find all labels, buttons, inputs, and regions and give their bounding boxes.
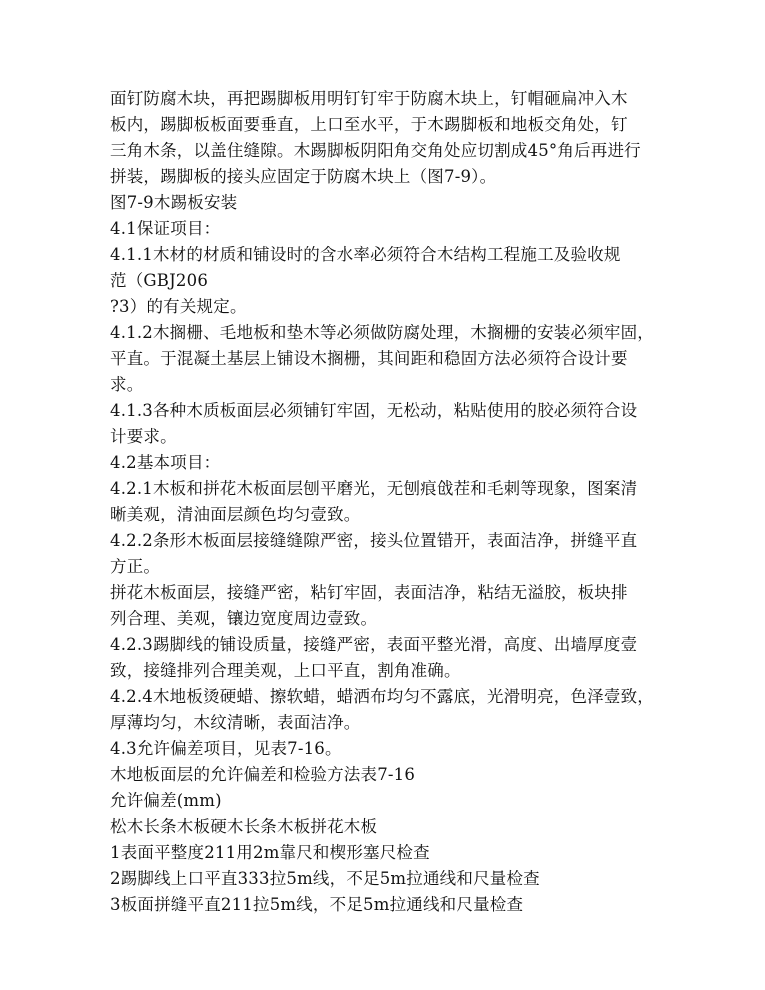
document-body — [110, 86, 662, 918]
table-title: 木地板面层的允许偏差和检验方法表7-16 — [110, 765, 416, 784]
text-line: 三角木条，以盖住缝隙。木踢脚板阴阳角交角处应切割成45°角后再进行 — [110, 141, 641, 160]
text-line: 拼装，踢脚板的接头应固定于防腐木块上（图7-9）。 — [110, 167, 497, 186]
table-row: 1表面平整度211用2m靠尺和楔形塞尺检查 — [110, 843, 430, 862]
table-row: 2踢脚线上口平直333拉5m线，不足5m拉通线和尺量检查 — [110, 869, 540, 888]
text-line: 4.1.2木搁栅、毛地板和垫木等必须做防腐处理，木搁栅的安装必须牢固， — [110, 323, 654, 342]
table-header: 松木长条木板硬木长条木板拼花木板 — [110, 817, 378, 836]
text-line: 拼花木板面层，接缝严密，粘钉牢固，表面洁净，粘结无溢胶，板块排 — [110, 583, 628, 602]
figure-caption: 图7-9木踢板安装 — [110, 193, 238, 212]
text-line: 列合理、美观，镶边宽度周边壹致。 — [110, 609, 378, 628]
text-line: 厚薄均匀，木纹清晰，表面洁净。 — [110, 713, 361, 732]
text-line: 计要求。 — [110, 427, 177, 446]
text-line: 范（GBJ206 — [110, 271, 209, 290]
text-line: 晰美观，清油面层颜色均匀壹致。 — [110, 505, 361, 524]
section-heading: 4.1保证项目： — [110, 219, 221, 238]
section-heading: 4.2基本项目： — [110, 453, 221, 472]
text-line: 求。 — [110, 375, 144, 394]
text-line: 4.2.4木地板烫硬蜡、擦软蜡，蜡洒布均匀不露底，光滑明亮，色泽壹致， — [110, 687, 654, 706]
text-line: 方正。 — [110, 557, 161, 576]
text-line: 4.2.2条形木板面层接缝缝隙严密，接头位置错开，表面洁净，拼缝平直 — [110, 531, 638, 550]
text-line: 面钉防腐木块，再把踢脚板用明钉钉牢于防腐木块上，钉帽砸扁冲入木 — [110, 89, 628, 108]
text-line: 4.2.3踢脚线的铺设质量，接缝严密，表面平整光滑，高度、出墙厚度壹 — [110, 635, 638, 654]
text-line: 4.1.3各种木质板面层必须铺钉牢固，无松动，粘贴使用的胶必须符合设 — [110, 401, 638, 420]
text-line: 板内，踢脚板板面要垂直，上口至水平，于木踢脚板和地板交角处，钉 — [110, 115, 628, 134]
text-line: 4.1.1木材的材质和铺设时的含水率必须符合木结构工程施工及验收规 — [110, 245, 621, 264]
text-line: 平直。于混凝土基层上铺设木搁栅，其间距和稳固方法必须符合设计要 — [110, 349, 628, 368]
text-line: 4.3允许偏差项目，见表7-16。 — [110, 739, 342, 758]
text-line: 4.2.1木板和拼花木板面层刨平磨光，无刨痕戗茬和毛刺等现象，图案清 — [110, 479, 638, 498]
table-row: 3板面拼缝平直211拉5m线，不足5m拉通线和尺量检查 — [110, 895, 524, 914]
text-line: 致，接缝排列合理美观，上口平直，割角准确。 — [110, 661, 461, 680]
text-line: ?3）的有关规定。 — [110, 297, 247, 316]
table-header: 允许偏差(mm) — [110, 791, 222, 810]
